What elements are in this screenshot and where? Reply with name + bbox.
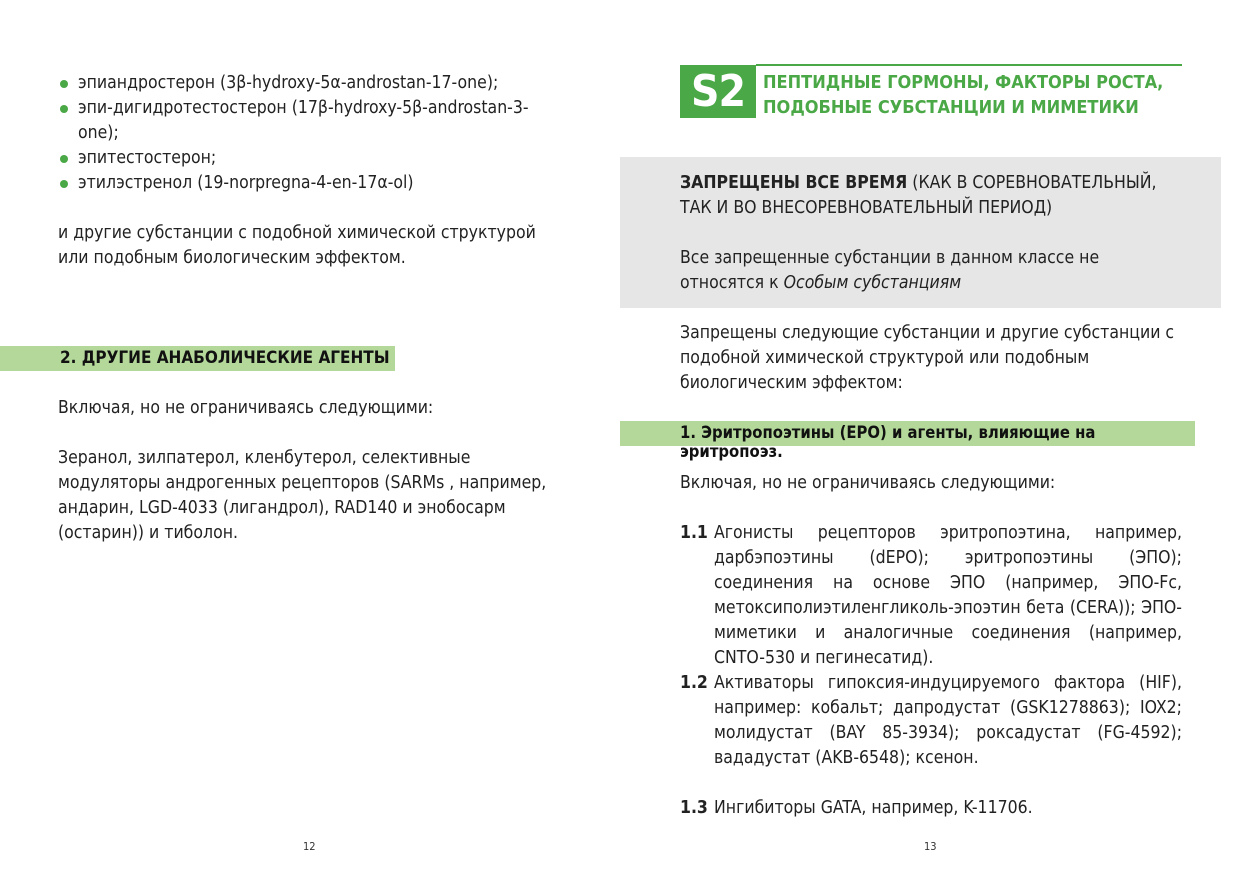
list-item: эпиандростерон (3β-hydroxy-5α-androstan-17-one); [58, 71, 558, 96]
bullet-icon [60, 80, 68, 88]
list-item: этилэстренол (19-norpregna-4-en-17α-ol) [58, 171, 558, 196]
bullet-icon [60, 105, 68, 113]
list-item: 1.2 Активаторы гипоксия-индуцируемого фактора (HIF), например: кобальт; дапродустат (GSK1278863); IOX2; молидустат (BAY 85-3934); роксадустат (FG-4592); вададустат (AKB-6548); ксенон. [680, 673, 1182, 768]
left-page [0, 0, 620, 875]
page-number: 13 [924, 840, 937, 853]
special-substances-note: Все запрещенные субстанции в данном классе не относятся к Особым субстанциям [680, 248, 1100, 293]
prohibition-panel [620, 157, 1221, 308]
list-item: 1.3 Ингибиторы GATA, например, K-11706. [680, 798, 1033, 818]
steroid-bullet-list [58, 71, 558, 196]
right-page [620, 0, 1241, 875]
prohibition-text: ЗАПРЕЩЕНЫ ВСЕ ВРЕМЯ (КАК В СОРЕВНОВАТЕЛЬНЫЙ, ТАК И ВО ВНЕСОРЕВНОВАТЕЛЬНЫЙ ПЕРИОД) [680, 173, 1157, 218]
list-item: 1.1 Агонисты рецепторов эритропоэтина, например, дарбэпоэтины (dEPO); эритропоэтины (ЭПО); соединения на основе ЭПО (например, ЭПО-Fc, метоксиполиэтиленгликоль-эпоэтин бета (CERA)); ЭПО-миметики и аналогичные соединения (например, CNTO-530 и пегинесатид). [680, 523, 1182, 668]
including-text: Включая, но не ограничиваясь следующими: [58, 398, 434, 418]
list-item: эпитестостерон; [58, 146, 558, 171]
s2-title: ПЕПТИДНЫЕ ГОРМОНЫ, ФАКТОРЫ РОСТА, ПОДОБНЫЕ СУБСТАНЦИИ И МИМЕТИКИ [763, 72, 1164, 118]
section-heading-bar [0, 346, 395, 371]
s2-label-box: S2 [680, 65, 756, 118]
section-heading-bar [620, 421, 1195, 461]
section-title: 1. Эритропоэтины (ЕРО) и агенты, влияющие на эритропоэз. [680, 423, 1096, 461]
title-rule [756, 64, 1182, 66]
list-item: эпи-дигидротестостерон (17β-hydroxy-5β-androstan-3-one); [58, 96, 558, 146]
section-title: 2. ДРУГИЕ АНАБОЛИЧЕСКИЕ АГЕНТЫ [60, 348, 390, 368]
intro-paragraph: Запрещены следующие субстанции и другие субстанции с подобной химической структурой или подобным биологическим эффектом: [680, 323, 1175, 393]
page-number: 12 [303, 840, 316, 853]
bullet-icon [60, 180, 68, 188]
closing-paragraph: и другие субстанции с подобной химической структурой или подобным биологическим эффектом. [58, 223, 536, 268]
including-text: Включая, но не ограничиваясь следующими: [680, 473, 1056, 493]
substances-paragraph: Зеранол, зилпатерол, кленбутерол, селективные модуляторы андрогенных рецепторов (SARMs , например, андарин, LGD-4033 (лигандрол), RAD140 и энобосарм (остарин)) и тиболон. [58, 448, 547, 543]
bullet-icon [60, 155, 68, 163]
